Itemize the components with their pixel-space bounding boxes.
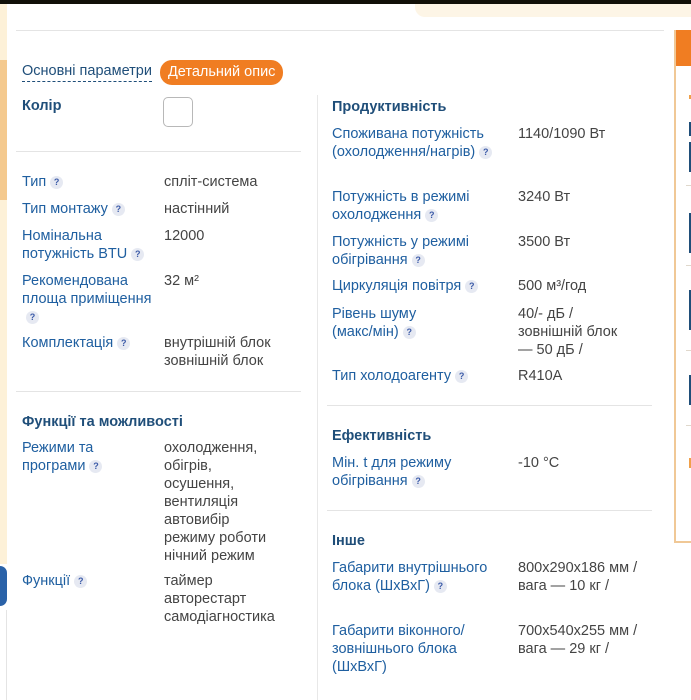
spec-value: внутрішній блок зовнішній блок — [164, 335, 271, 369]
help-icon[interactable]: ? — [479, 146, 492, 159]
spec-value: R410A — [518, 368, 563, 384]
spec-value: 3500 Вт — [518, 234, 571, 250]
help-icon[interactable]: ? — [465, 280, 478, 293]
spec-value: 700x540x255 мм / вага — 29 кг / — [518, 623, 638, 657]
spec-label: Тип холодоагенту ? — [332, 367, 512, 385]
spec-label: Рівень шуму (макс/мін) ? — [332, 306, 417, 340]
section-title-efficiency: Ефективність — [332, 428, 432, 444]
color-label: Колір — [22, 98, 62, 114]
spec-label: Споживана потужність (охолодження/нагрів) ? — [332, 125, 512, 161]
side-panel — [674, 30, 691, 543]
section-title-other: Інше — [332, 533, 365, 549]
divider — [327, 405, 652, 406]
divider — [16, 391, 301, 392]
side-panel-divider — [686, 265, 691, 266]
spec-value: 3240 Вт — [518, 189, 571, 205]
left-divider — [6, 610, 7, 700]
color-swatch — [163, 97, 193, 127]
description-tabs — [22, 59, 283, 85]
spec-value: 12000 — [164, 228, 205, 244]
side-panel-divider — [686, 425, 691, 426]
help-icon[interactable]: ? — [117, 337, 130, 350]
spec-label: Тип монтажу ? — [22, 200, 157, 218]
spec-value: 32 м² — [164, 273, 199, 289]
help-icon[interactable]: ? — [26, 311, 39, 324]
spec-value: 1140/1090 Вт — [518, 126, 606, 142]
help-icon[interactable]: ? — [74, 575, 87, 588]
spec-value: 500 м³/год — [518, 278, 587, 294]
column-separator — [317, 95, 318, 700]
left-panel-accent — [0, 60, 7, 200]
spec-value: 40/- дБ / зовнішній блок — 50 дБ / — [518, 306, 618, 358]
spec-label: Функції ? — [22, 572, 157, 590]
divider — [16, 151, 301, 152]
help-icon[interactable]: ? — [112, 203, 125, 216]
help-icon[interactable]: ? — [434, 580, 447, 593]
spec-value: таймер авторестарт самодіагностика — [164, 573, 275, 625]
spec-label: Режими та програми ? — [22, 439, 132, 475]
help-icon[interactable]: ? — [403, 326, 416, 339]
side-panel-divider — [686, 185, 691, 186]
section-title-functions: Функції та можливості — [22, 414, 183, 430]
spec-label: Рекомендована площа приміщення? — [22, 273, 152, 322]
side-panel-header[interactable] — [676, 30, 691, 66]
spec-value: -10 °C — [518, 455, 560, 471]
spec-label: Потужність в режимі охолодження ? — [332, 189, 470, 223]
spec-label: Комплектація ? — [22, 334, 157, 352]
spec-label: Потужність у режимі обігрівання ? — [332, 234, 470, 268]
help-icon[interactable]: ? — [131, 248, 144, 261]
tab-basic-params[interactable]: Основні параметри — [22, 63, 152, 82]
help-icon[interactable]: ? — [89, 460, 102, 473]
section-title-performance: Продуктивність — [332, 99, 447, 115]
spec-value: настінний — [164, 201, 230, 217]
tab-detailed-description[interactable]: Детальний опис — [160, 60, 283, 85]
spec-label: Циркуляція повітря ? — [332, 277, 512, 295]
spec-label: Тип ? — [22, 173, 157, 191]
spec-label: Номінальна потужність BTU ? — [22, 227, 157, 263]
spec-value: спліт-система — [164, 174, 258, 190]
spec-label: Габарити внутрішнього блока (ШхВхГ) ? — [332, 560, 488, 594]
spec-label: Мін. t для режиму обігрівання ? — [332, 455, 452, 489]
side-panel-divider — [686, 350, 691, 351]
help-icon[interactable]: ? — [425, 209, 438, 222]
help-icon[interactable]: ? — [455, 370, 468, 383]
spec-label: Габарити віконного/ зовнішнього блока (ШхВхГ) — [332, 623, 465, 675]
spec-value: 800x290x186 мм / вага — 10 кг / — [518, 560, 638, 594]
help-icon[interactable]: ? — [412, 254, 425, 267]
divider — [327, 510, 652, 511]
top-banner — [415, 4, 691, 17]
top-divider — [16, 30, 664, 31]
help-icon[interactable]: ? — [50, 176, 63, 189]
help-icon[interactable]: ? — [412, 475, 425, 488]
left-side-tab[interactable] — [0, 566, 7, 606]
spec-value: охолодження, обігрів, осушення, вентиляція автовибір режиму роботи нічний режим — [164, 440, 267, 564]
